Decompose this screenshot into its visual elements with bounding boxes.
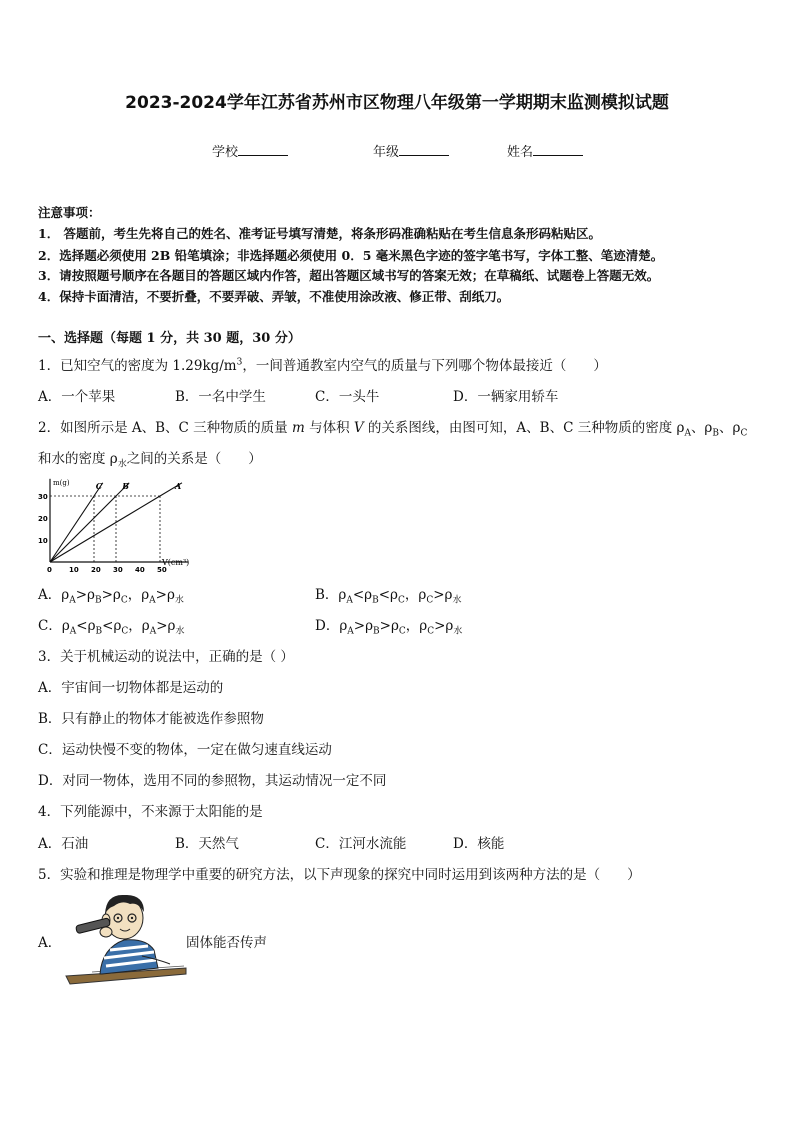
- q2-text-a: 2．如图所示是 A、B、C 三种物质的质量: [38, 420, 292, 436]
- page-title: 2023-2024学年江苏省苏州市区物理八年级第一学期期末监测模拟试题: [125, 93, 669, 113]
- x-tick-label: 20: [91, 566, 101, 574]
- x-tick-label: 10: [69, 566, 79, 574]
- q1-superscript: 3: [236, 357, 243, 368]
- y-tick-label: 30: [38, 493, 48, 501]
- x-tick-label: 50: [157, 566, 167, 574]
- question-1-stem: [38, 354, 607, 374]
- q4-option-c[interactable]: C．江河水流能: [315, 836, 407, 852]
- school-blank: [238, 143, 288, 156]
- q1-text-post: ，一间普通教室内空气的质量与下列哪个物体最接近（ ）: [242, 358, 607, 374]
- question-2-stem-line1: 2．如图所示是 A、B、C 三种物质的质量 m 与体积 V 的关系图线，由图可知，A、B、C 三种物质的密度 $\rho_A$、$\rho_B$、$\rho_C$: [38, 420, 748, 439]
- series-label-a: A: [175, 480, 182, 491]
- y-tick-label: 20: [38, 515, 48, 523]
- question-4-stem: 4．下列能源中，不来源于太阳能的是: [38, 804, 263, 820]
- school-label: 学校: [212, 145, 239, 160]
- x-tick-label: 30: [113, 566, 123, 574]
- q1-option-a[interactable]: A．一个苹果: [38, 389, 116, 405]
- x-axis-label: V(cm³): [162, 558, 190, 567]
- question-5-stem: 5．实验和推理是物理学中重要的研究方法，以下声现象的探究中同时运用到该两种方法的是（ ）: [38, 867, 641, 883]
- q2-text-b: 与体积: [304, 420, 354, 436]
- y-axis-label: m(g): [53, 478, 70, 487]
- q3-option-d[interactable]: D．对同一物体，选用不同的参照物，其运动情况一定不同: [38, 773, 387, 789]
- name-label: 姓名: [507, 145, 534, 160]
- q2-water-sub: 水: [117, 459, 127, 470]
- question-2-stem-line2: [38, 447, 262, 470]
- q2-text-c: 的关系图线，由图可知，A、B、C 三种物质的密度 ρ: [363, 420, 685, 436]
- x-tick-label: 40: [135, 566, 145, 574]
- mass-volume-chart: [30, 470, 200, 580]
- question-3-stem: 3．关于机械运动的说法中，正确的是（ ）: [38, 649, 294, 665]
- grade-blank: [399, 143, 449, 156]
- q2-text-d: 和水的密度 ρ: [38, 451, 118, 467]
- q3-option-a[interactable]: A．宇宙间一切物体都是运动的: [38, 680, 224, 696]
- q1-option-d[interactable]: D．一辆家用轿车: [453, 389, 559, 405]
- note-3: 3．请按照题号顺序在各题目的答题区域内作答，超出答题区域书写的答案无效；在草稿纸、试题卷上答题无效。: [38, 268, 660, 283]
- q4-option-a[interactable]: A．石油: [38, 836, 89, 852]
- q3-option-c[interactable]: C．运动快慢不变的物体，一定在做匀速直线运动: [38, 742, 332, 758]
- q3-option-b[interactable]: B．只有静止的物体才能被选作参照物: [38, 711, 264, 727]
- q1-text-pre: 1．已知空气的密度为 1.29kg/m: [38, 358, 237, 374]
- q5-option-a-text: 固体能否传声: [186, 935, 267, 951]
- notes-heading: 注意事项：: [38, 205, 101, 220]
- x-tick-label: 0: [47, 566, 52, 574]
- q2-option-a[interactable]: A．$\rho_A>\rho_B>\rho_C$，$\rho_A>\rho_水$: [38, 587, 184, 606]
- q2-symbol-v: V: [353, 420, 364, 436]
- q2-option-b[interactable]: B．$\rho_A<\rho_B<\rho_C$，$\rho_C>\rho_水$: [315, 587, 462, 606]
- series-label-c: C: [95, 480, 103, 491]
- note-4: 4．保持卡面清洁，不要折叠，不要弄破、弄皱，不准使用涂改液、修正带、刮纸刀。: [38, 289, 510, 304]
- grade-field: [373, 141, 449, 160]
- q2-text-e: 之间的关系是（ ）: [126, 451, 262, 467]
- q1-option-b[interactable]: B．一名中学生: [175, 389, 266, 405]
- school-field: [212, 141, 288, 160]
- q1-option-c[interactable]: C．一头牛: [315, 389, 380, 405]
- q2-symbol-m: m: [291, 420, 305, 436]
- note-2: 2．选择题必须使用 2B 铅笔填涂；非选择题必须使用 0．5 毫米黑色字迹的签字笔书写，字体工整、笔迹清楚。: [38, 248, 664, 263]
- q2-option-d[interactable]: D．$\rho_A>\rho_B>\rho_C$，$\rho_C>\rho_水$: [315, 618, 463, 637]
- grade-label: 年级: [373, 145, 400, 160]
- note-1: 1． 答题前，考生先将自己的姓名、准考证号填写清楚，将条形码准确粘贴在考生信息条形码粘贴区。: [38, 226, 602, 241]
- boy-listening-illustration: [62, 888, 190, 988]
- series-label-b: B: [122, 480, 129, 491]
- name-blank: [533, 143, 583, 156]
- y-tick-label: 10: [38, 537, 48, 545]
- q4-option-d[interactable]: D．核能: [453, 836, 505, 852]
- section-heading: 一、选择题（每题 1 分，共 30 题，30 分）: [38, 331, 301, 346]
- q4-option-b[interactable]: B．天然气: [175, 836, 239, 852]
- name-field: [507, 141, 583, 160]
- q2-option-c[interactable]: C．$\rho_A<\rho_B<\rho_C$，$\rho_A>\rho_水$: [38, 618, 185, 637]
- q5-option-a-label[interactable]: A．: [38, 935, 62, 951]
